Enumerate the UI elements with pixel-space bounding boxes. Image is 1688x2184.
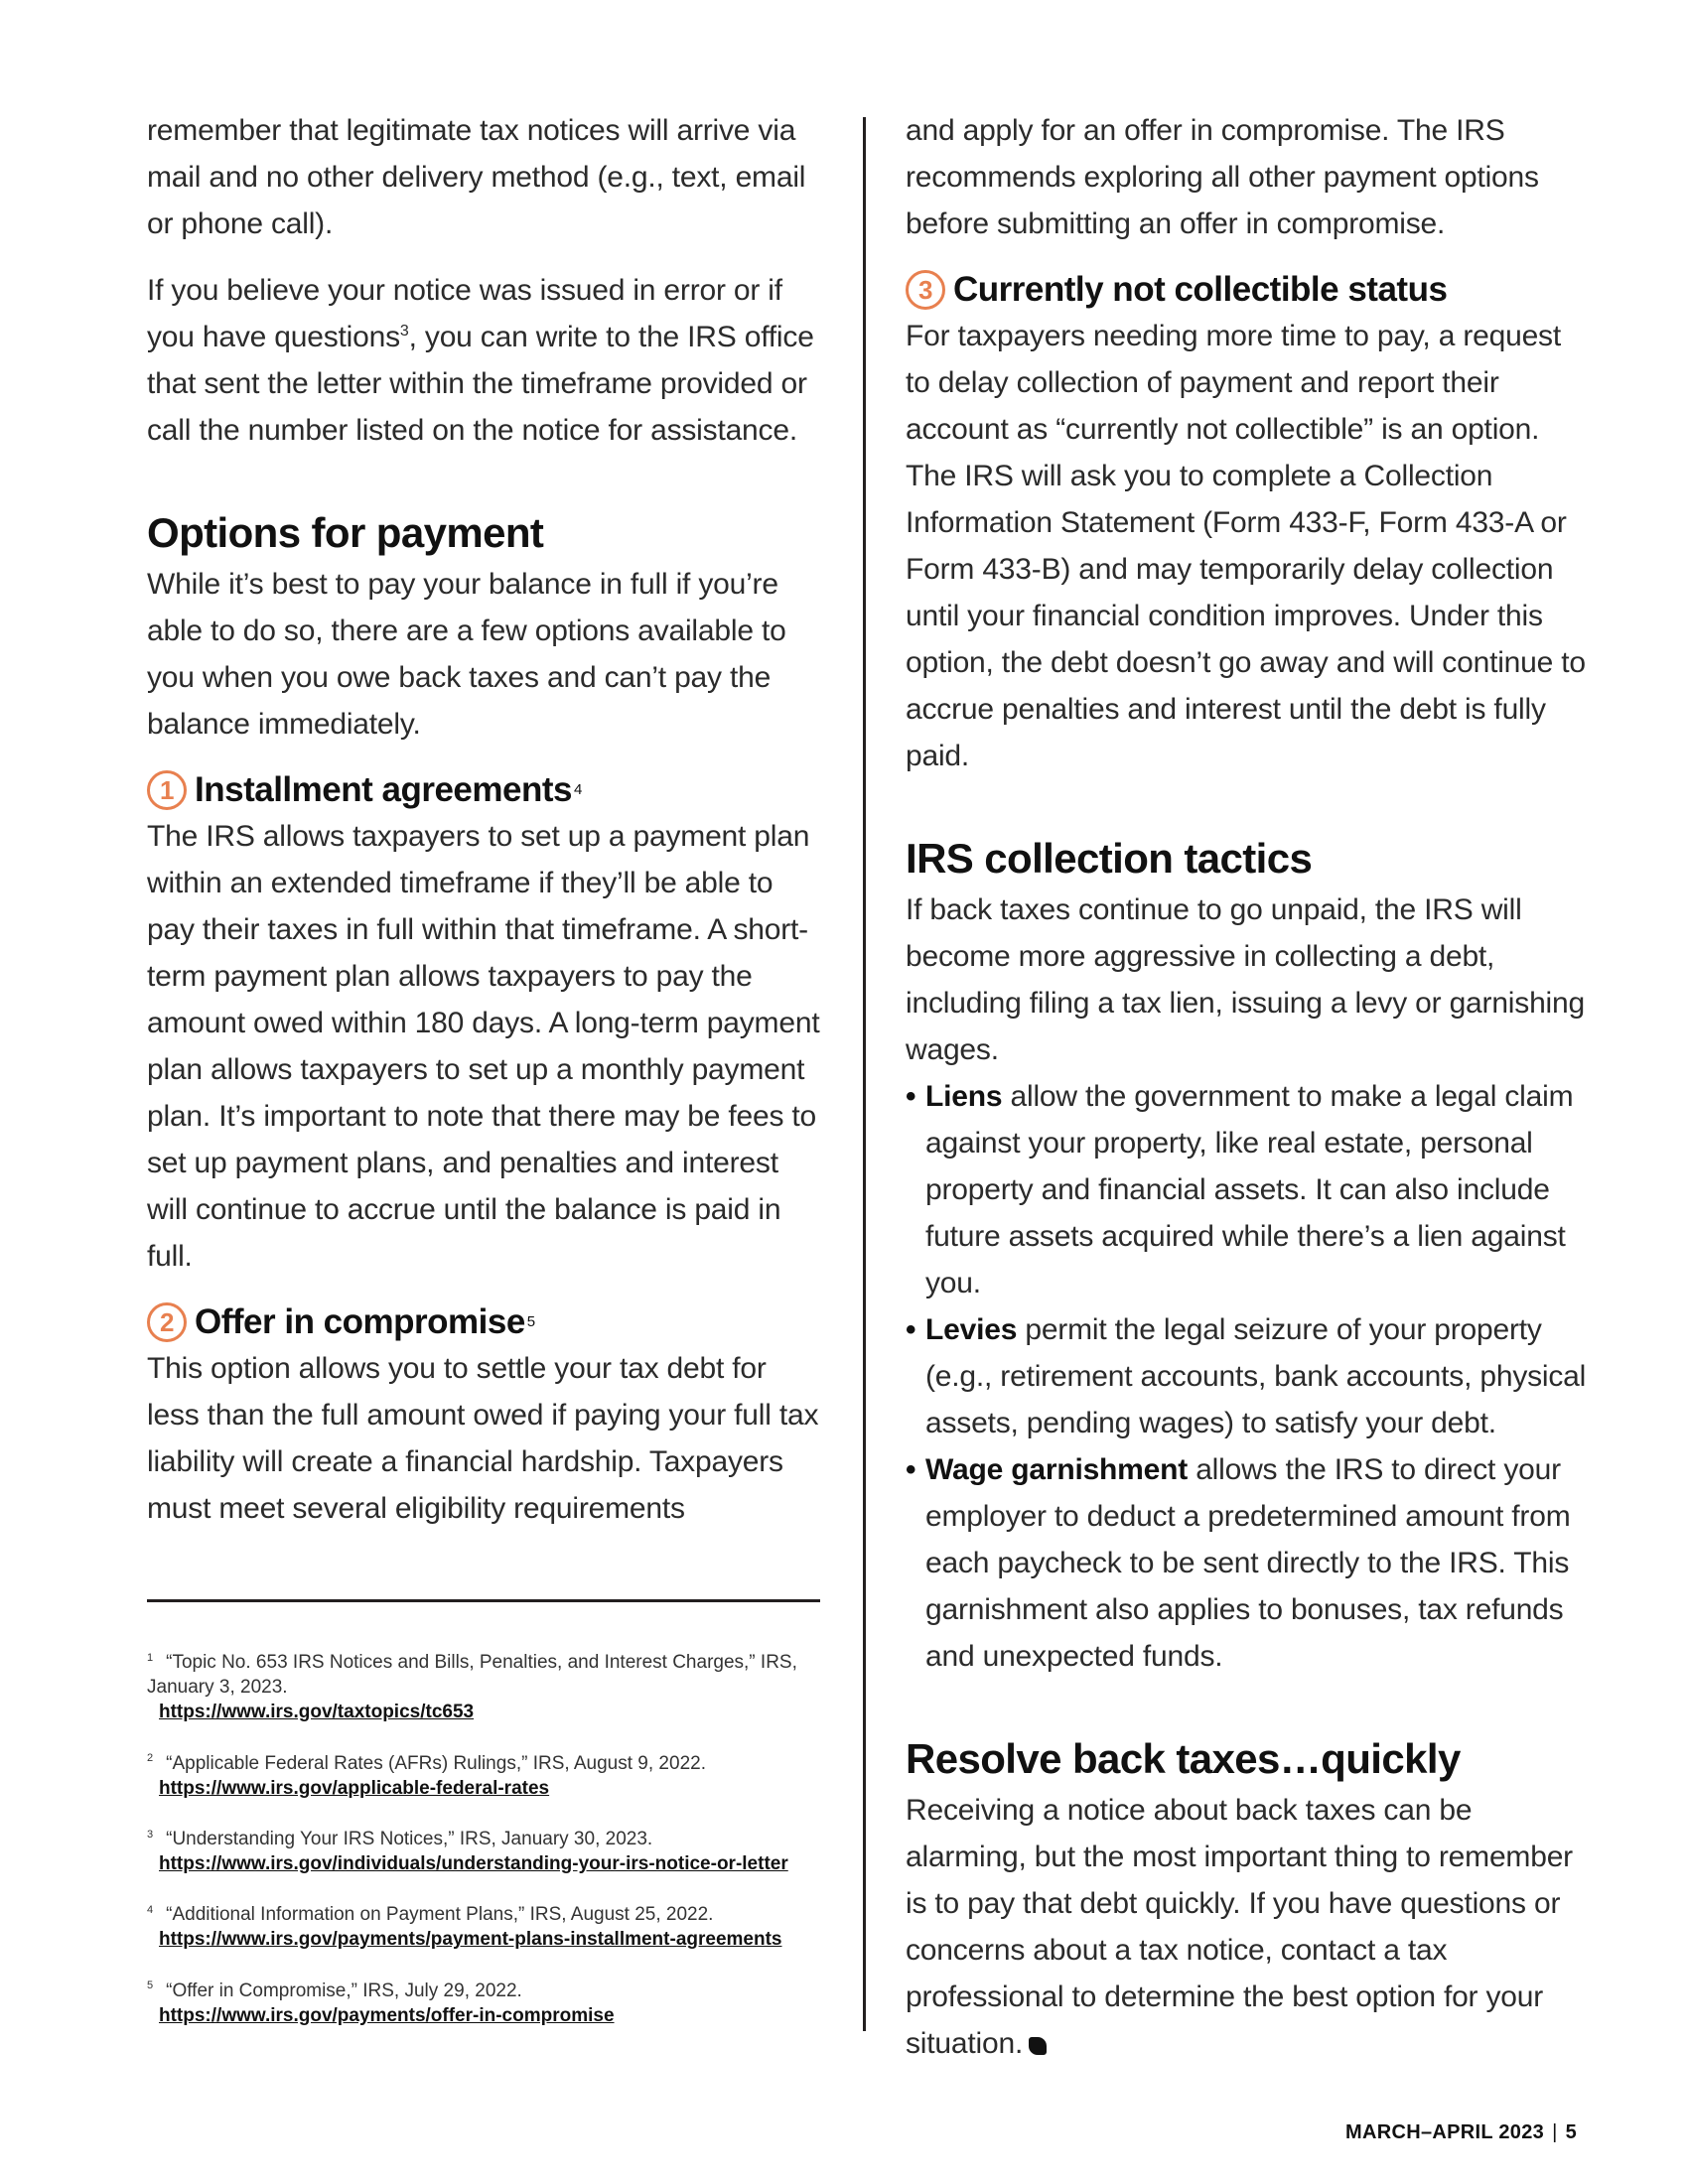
- footnote-2: $^2$ “Applicable Federal Rates (AFRs) Rulings,” IRS, August 9, 2022. https://www.irs.gov/applicable-federal-rates: [147, 1746, 802, 1800]
- page-number: 5: [1565, 2121, 1577, 2143]
- footnote-2-link[interactable]: https://www.irs.gov/applicable-federal-rates: [159, 1777, 550, 1799]
- footnote-ref-3[interactable]: 3: [399, 323, 409, 340]
- list-item: • Levies permit the legal seizure of your property (e.g., retirement accounts, bank accounts, physical assets, pending wages) to satisfy your debt.: [906, 1313, 1587, 1439]
- footnote-1: $^1$ “Topic No. 653 IRS Notices and Bills, Penalties, and Interest Charges,” IRS, January 3, 2023. https://www.irs.gov/taxtopics/tc653: [147, 1646, 802, 1724]
- number-badge-1: 1: [147, 770, 187, 810]
- offer-continued-paragraph: and apply for an offer in compromise. The IRS recommends exploring all other payment options before submitting an offer in compromise.: [906, 114, 1539, 240]
- footnote-4: $^4$ “Additional Information on Payment Plans,” IRS, August 25, 2022. https://www.irs.gov/payments/payment-plans-installment-agreements: [147, 1898, 802, 1952]
- intro-end-paragraph: remember that legitimate tax notices will arrive via mail and no other delivery method (e.g., text, email or phone call).: [147, 114, 806, 240]
- offer-heading: 2 Offer in compromise 5: [147, 1299, 822, 1345]
- number-badge-2: 2: [147, 1302, 187, 1342]
- issue-date: MARCH–APRIL 2023: [1345, 2121, 1545, 2143]
- right-column: [906, 107, 1591, 2087]
- resolve-heading: Resolve back taxes…quickly: [906, 1735, 1461, 1782]
- options-heading: Options for payment: [147, 509, 544, 556]
- footnote-3-link[interactable]: https://www.irs.gov/individuals/understanding-your-irs-notice-or-letter: [159, 1852, 788, 1874]
- offer-title: Offer in compromise: [195, 1302, 525, 1341]
- end-of-article-icon: [1029, 2037, 1047, 2055]
- number-badge-3: 3: [906, 270, 945, 310]
- installment-heading: 1 Installment agreements 4: [147, 767, 822, 813]
- footnote-3: $^3$ “Understanding Your IRS Notices,” IRS, January 30, 2023. https://www.irs.gov/individuals/understanding-your-irs-notice-or-letter: [147, 1823, 802, 1876]
- notice-error-paragraph: If you believe your notice was issued in error or if you have questions$^3$, you can write to the IRS office that sent the letter within the timeframe provided or call the number listed on the notice for assistance.: [147, 274, 814, 447]
- cnc-heading: [906, 267, 1591, 313]
- cnc-title: Currently not collectible status: [953, 270, 1448, 309]
- tactics-paragraph: If back taxes continue to go unpaid, the IRS will become more aggressive in collecting a debt, including filing a tax lien, issuing a levy or garnishing wages.: [906, 893, 1585, 1066]
- footnote-1-link[interactable]: https://www.irs.gov/taxtopics/tc653: [159, 1702, 475, 1723]
- resolve-paragraph: Receiving a notice about back taxes can be alarming, but the most important thing to remember is to pay that debt quickly. If you have questions or concerns about a tax notice, contact a tax professional to determine the best option for your situation.: [906, 1794, 1573, 2060]
- options-paragraph: While it’s best to pay your balance in full if you’re able to do so, there are a few options available to you when you owe back taxes and can’t pay the balance immediately.: [147, 568, 786, 741]
- cnc-body: For taxpayers needing more time to pay, a request to delay collection of payment and report their account as “currently not collectible” is an option. The IRS will ask you to complete a Collection Information Statement (Form 433-F, Form 433-A or Form 433-B) and may temporarily delay collection until your financial condition improves. Under this option, the debt doesn’t go away and will continue to accrue penalties and interest until the debt is fully paid.: [906, 320, 1586, 772]
- page-folio: MARCH–APRIL 2023 | 5: [1345, 2121, 1577, 2143]
- footnote-rule: [147, 1599, 820, 1602]
- column-divider: [863, 117, 866, 2031]
- installment-title: Installment agreements: [195, 770, 572, 809]
- installment-body: The IRS allows taxpayers to set up a payment plan within an extended timeframe if they’ll be able to pay their taxes in full within that timeframe. A short-term payment plan allows taxpayers to pay the amount owed within 180 days. A long-term payment plan allows taxpayers to set up a monthly payment plan. It’s important to note that there may be fees to set up payment plans, and penalties and interest will continue to accrue until the balance is paid in full.: [147, 820, 820, 1273]
- list-item: • Liens allow the government to make a legal claim against your property, like real estate, personal property and financial assets. It can also include future assets acquired while there’s a lien against you.: [906, 1080, 1574, 1299]
- footnote-5-link[interactable]: https://www.irs.gov/payments/offer-in-compromise: [159, 2004, 615, 2026]
- left-column: [147, 107, 822, 1552]
- footnote-5: $^5$ “Offer in Compromise,” IRS, July 29, 2022. https://www.irs.gov/payments/offer-in-compromise: [147, 1974, 802, 2027]
- footnote-4-link[interactable]: https://www.irs.gov/payments/payment-plans-installment-agreements: [159, 1929, 782, 1951]
- list-item: • Wage garnishment allows the IRS to direct your employer to deduct a predetermined amount from each paycheck to be sent directly to the IRS. This garnishment also applies to bonuses, tax refunds and unexpected funds.: [906, 1453, 1571, 1673]
- tactics-heading: IRS collection tactics: [906, 835, 1313, 882]
- footnotes: [147, 1646, 802, 2050]
- offer-body: This option allows you to settle your tax debt for less than the full amount owed if paying your full tax liability will create a financial hardship. Taxpayers must meet several eligibility requirements: [147, 1352, 819, 1525]
- tactics-list: [906, 1073, 1591, 1680]
